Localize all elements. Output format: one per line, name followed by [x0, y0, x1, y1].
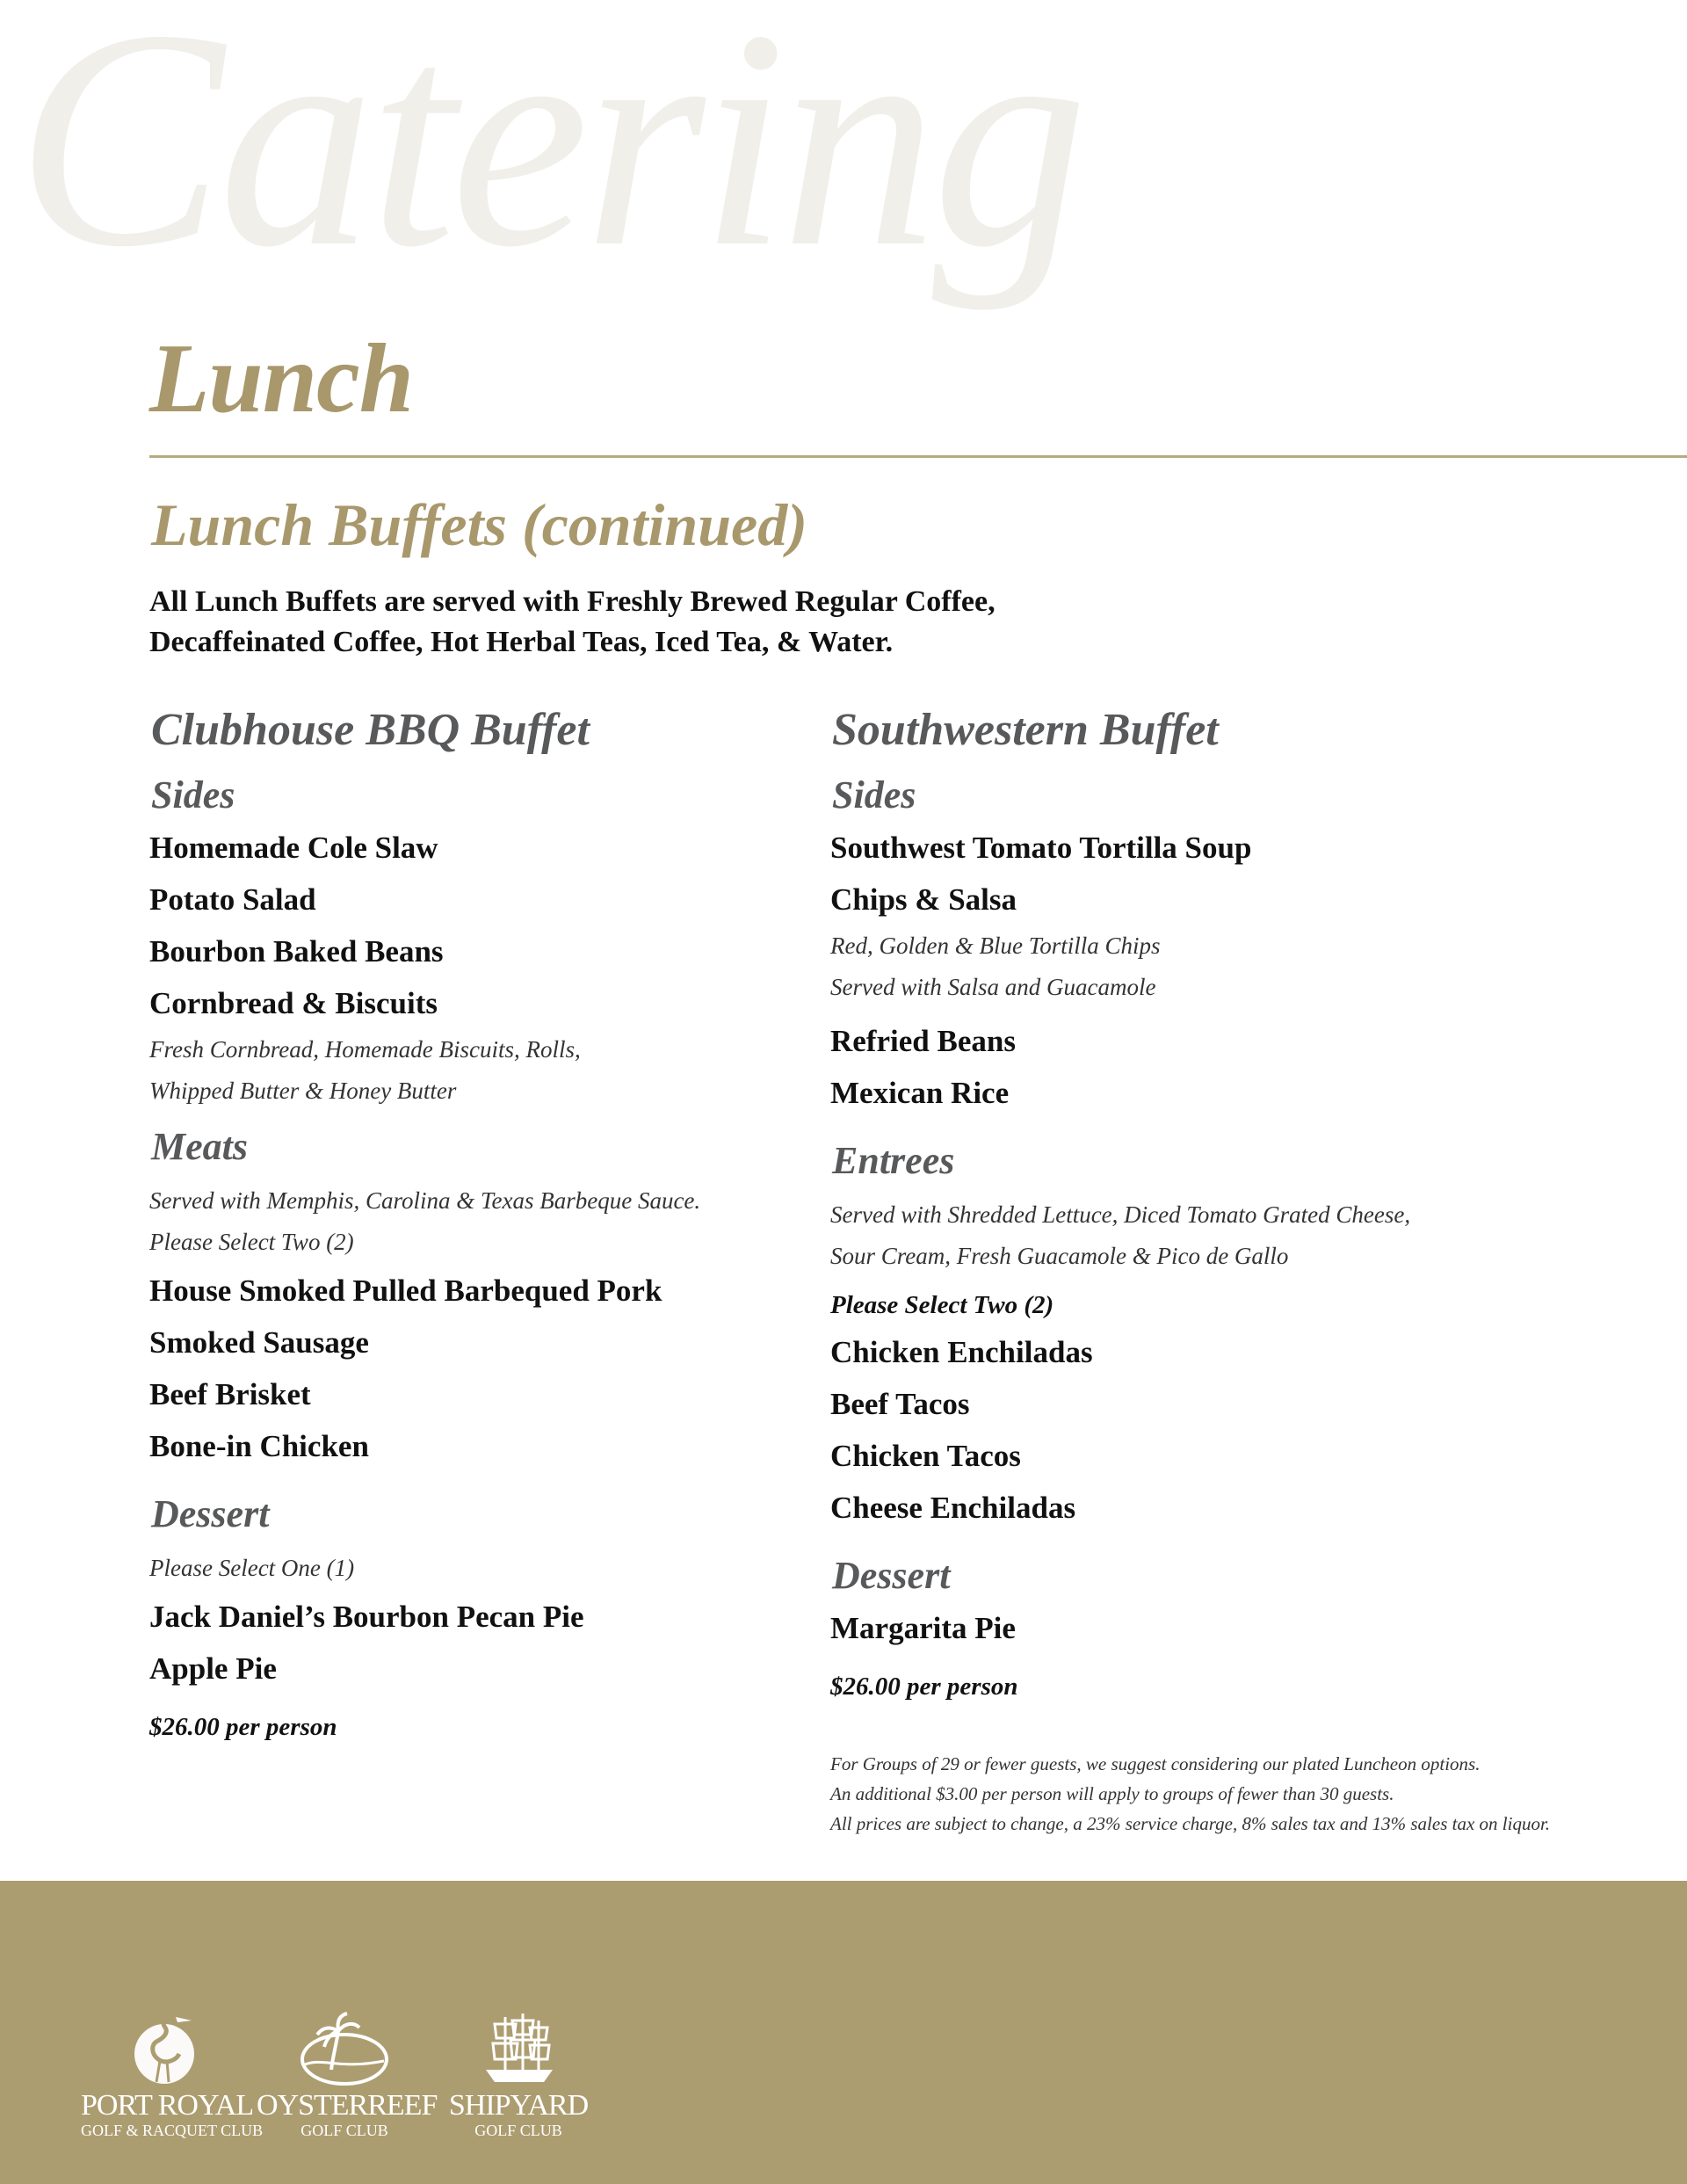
bbq-buffet-column [149, 707, 782, 1745]
disclaimer-line: An additional $3.00 per person will apply to groups of fewer than 30 guests. [830, 1783, 1394, 1804]
meats-note [149, 1180, 782, 1263]
cornbread-note [149, 1029, 782, 1112]
menu-item: Potato Salad [149, 882, 316, 917]
entrees-note [830, 1194, 1647, 1277]
menu-item: Refried Beans [830, 1024, 1016, 1058]
menu-note: Please Select Two (2) [149, 1229, 354, 1255]
sailing-ship-icon [479, 2008, 558, 2087]
southwestern-entrees-heading: Entrees [832, 1139, 955, 1182]
menu-item: Homemade Cole Slaw [149, 831, 438, 865]
menu-item: Apple Pie [149, 1651, 277, 1686]
menu-note: Sour Cream, Fresh Guacamole & Pico de Gallo [830, 1243, 1289, 1269]
menu-note: Fresh Cornbread, Homemade Biscuits, Rolls, [149, 1036, 581, 1063]
intro-line: Decaffeinated Coffee, Hot Herbal Teas, Iced Tea, & Water. [149, 626, 894, 658]
menu-item: Chicken Enchiladas [830, 1335, 1093, 1369]
dessert-note [149, 1548, 782, 1589]
logo-subtitle: GOLF & RACQUET CLUB [81, 2122, 264, 2139]
entrees-select-note: Please Select Two (2) [830, 1291, 1054, 1319]
southwestern-dessert-heading: Dessert [832, 1554, 951, 1597]
southwestern-price: $26.00 per person [830, 1672, 1018, 1701]
menu-item: Bourbon Baked Beans [149, 934, 444, 969]
menu-item: Chicken Tacos [830, 1439, 1021, 1473]
logo-name: PORT ROYAL [81, 2089, 254, 2122]
menu-note: Please Select One (1) [149, 1555, 355, 1581]
intro-line: All Lunch Buffets are served with Freshly Brewed Regular Coffee, [149, 585, 996, 618]
catering-watermark: Catering [16, 0, 1083, 311]
pricing-disclaimer [830, 1749, 1647, 1839]
title-divider [149, 455, 1687, 458]
menu-item: Jack Daniel’s Bourbon Pecan Pie [149, 1600, 584, 1634]
southwestern-buffet-column [830, 707, 1647, 1704]
logo-subtitle: GOLF CLUB [474, 2122, 562, 2139]
chips-note [830, 925, 1647, 1008]
menu-item: Mexican Rice [830, 1076, 1010, 1110]
port-royal-logo [81, 2008, 264, 2140]
logo-name: SHIPYARD [448, 2089, 589, 2122]
menu-item: Cornbread & Biscuits [149, 986, 438, 1020]
bbq-meats-heading: Meats [151, 1125, 248, 1168]
menu-note: Red, Golden & Blue Tortilla Chips [830, 932, 1161, 959]
menu-item: Chips & Salsa [830, 882, 1017, 917]
page-title: Lunch [149, 324, 413, 433]
menu-item: House Smoked Pulled Barbequed Pork [149, 1273, 662, 1308]
menu-note: Served with Salsa and Guacamole [830, 974, 1156, 1000]
menu-item: Smoked Sausage [149, 1325, 369, 1360]
bbq-price: $26.00 per person [149, 1713, 337, 1741]
logo-subtitle: GOLF CLUB [300, 2122, 388, 2139]
shipyard-logo [439, 2008, 597, 2140]
logo-name: OYSTERREEF [257, 2089, 438, 2122]
heron-icon [125, 2008, 204, 2087]
palm-tree-icon [296, 2008, 393, 2087]
menu-item: Cheese Enchiladas [830, 1491, 1076, 1525]
bbq-sides-heading: Sides [151, 773, 235, 816]
disclaimer-line: For Groups of 29 or fewer guests, we suggest considering our plated Luncheon options. [830, 1753, 1481, 1774]
menu-item: Southwest Tomato Tortilla Soup [830, 831, 1252, 865]
bbq-dessert-heading: Dessert [151, 1492, 270, 1535]
disclaimer-line: All prices are subject to change, a 23% service charge, 8% sales tax and 13% sales tax on liquor. [830, 1813, 1551, 1834]
southwestern-buffet-title: Southwestern Buffet [832, 705, 1219, 755]
southwestern-sides-heading: Sides [832, 773, 916, 816]
oysterreef-logo [257, 2008, 438, 2140]
menu-note: Served with Shredded Lettuce, Diced Tomato Grated Cheese, [830, 1201, 1411, 1228]
menu-item: Bone-in Chicken [149, 1429, 369, 1463]
menu-item: Beef Tacos [830, 1387, 970, 1421]
menu-item: Margarita Pie [830, 1611, 1016, 1645]
bbq-buffet-title: Clubhouse BBQ Buffet [151, 705, 590, 755]
menu-note: Served with Memphis, Carolina & Texas Barbeque Sauce. [149, 1187, 701, 1214]
intro-text [149, 582, 1204, 663]
menu-note: Whipped Butter & Honey Butter [149, 1077, 457, 1104]
menu-item: Beef Brisket [149, 1377, 311, 1411]
section-title: Lunch Buffets (continued) [151, 491, 807, 558]
